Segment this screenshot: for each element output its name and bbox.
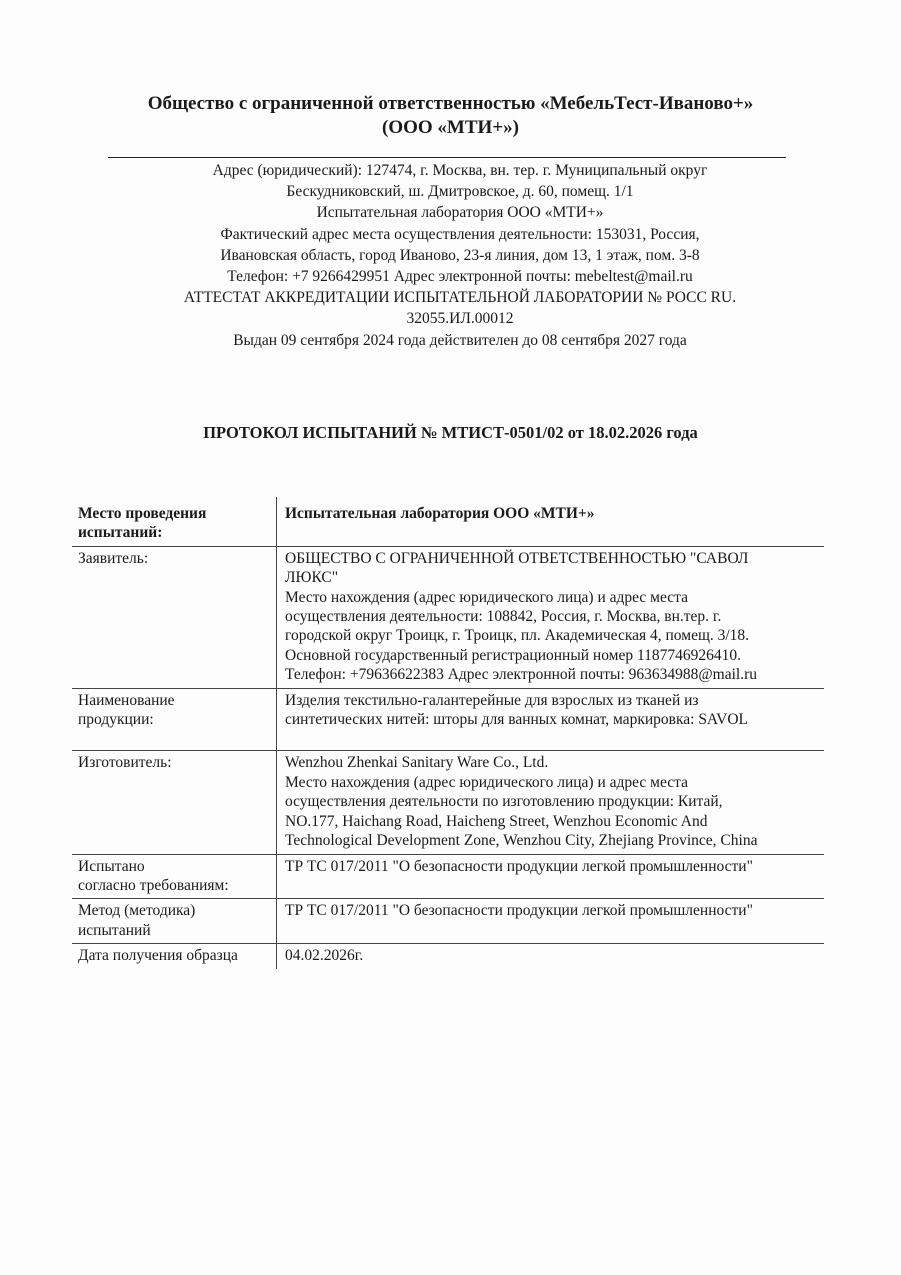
accreditation-validity: Выдан 09 сентября 2024 года действителен до 08 сентября 2027 года bbox=[233, 331, 687, 349]
address-line: Бескудниковский, ш. Дмитровское, д. 60, помещ. 1/1 bbox=[286, 183, 634, 201]
row-label: Изготовитель: bbox=[72, 751, 277, 854]
org-name-line1: Общество с ограниченной ответственностью «МебельТест-Иваново+» bbox=[147, 93, 754, 114]
table-row bbox=[72, 546, 824, 688]
row-label: Испытано согласно требованиям: bbox=[72, 854, 277, 899]
org-name-line2: (ООО «МТИ+») bbox=[382, 117, 519, 138]
address-line: Телефон: +7 9266429951 Адрес электронной почты: mebeltest@mail.ru bbox=[227, 268, 693, 286]
protocol-info-table bbox=[72, 497, 824, 969]
table-row bbox=[72, 854, 824, 899]
row-label: Наименование продукции: bbox=[72, 688, 277, 751]
table-row bbox=[72, 944, 824, 969]
accreditation-line: АТТЕСТАТ АККРЕДИТАЦИИ ИСПЫТАТЕЛЬНОЙ ЛАБОРАТОРИИ № РОСС RU. bbox=[183, 289, 737, 307]
address-line: Испытательная лаборатория ООО «МТИ+» bbox=[316, 204, 604, 222]
address-block bbox=[100, 160, 820, 351]
protocol-title: ПРОТОКОЛ ИСПЫТАНИЙ № МТИСТ-0501/02 от 18.02.2026 года bbox=[203, 423, 698, 442]
row-value: Wenzhou Zhenkai Sanitary Ware Co., Ltd. Место нахождения (адрес юридического лица) и адрес места осуществления деятельности по изготовлению продукции: Китай, NO.177, Haichang Road, Haicheng Street, Wenzhou Economic And Technological Development Zone, Wenzhou City, Zhejiang Province, China bbox=[277, 751, 825, 854]
row-label: Место проведения испытаний: bbox=[72, 497, 277, 546]
row-value: ТР ТС 017/2011 "О безопасности продукции легкой промышленности" bbox=[277, 854, 825, 899]
header-divider bbox=[108, 157, 786, 158]
row-value: 04.02.2026г. bbox=[277, 944, 825, 969]
table-row bbox=[72, 751, 824, 854]
address-line: Ивановская область, город Иваново, 23-я линия, дом 13, 1 этаж, пом. 3-8 bbox=[220, 246, 700, 264]
accreditation-number: 32055.ИЛ.00012 bbox=[406, 310, 514, 328]
address-line: Адрес (юридический): 127474, г. Москва, вн. тер. г. Муниципальный округ bbox=[212, 162, 708, 179]
row-label: Дата получения образца bbox=[72, 944, 277, 969]
address-line: Фактический адрес места осуществления деятельности: 153031, Россия, bbox=[220, 225, 700, 243]
table-row bbox=[72, 688, 824, 751]
row-value: Испытательная лаборатория ООО «МТИ+» bbox=[285, 505, 595, 522]
row-value: Изделия текстильно-галантерейные для взрослых из тканей из синтетических нитей: шторы для ванных комнат, маркировка: SAVOL bbox=[277, 688, 825, 751]
table-row bbox=[72, 497, 824, 546]
row-value: ОБЩЕСТВО С ОГРАНИЧЕННОЙ ОТВЕТСТВЕННОСТЬЮ "САВОЛ ЛЮКС" Место нахождения (адрес юридического лица) и адрес места осуществления деятельности: 108842, Россия, г. Москва, вн.тер. г. городской округ Троицк, г. Троицк, пл. Академическая 4, помещ. 3/18. Основной государственный регистрационный номер 1187746926410. Телефон: +79636622383 Адрес электронной почты: 963634988@mail.ru bbox=[277, 546, 825, 688]
row-value: ТР ТС 017/2011 "О безопасности продукции легкой промышленности" bbox=[277, 899, 825, 944]
row-label: Заявитель: bbox=[72, 546, 277, 688]
table-row bbox=[72, 899, 824, 944]
row-label: Метод (методика) испытаний bbox=[72, 899, 277, 944]
